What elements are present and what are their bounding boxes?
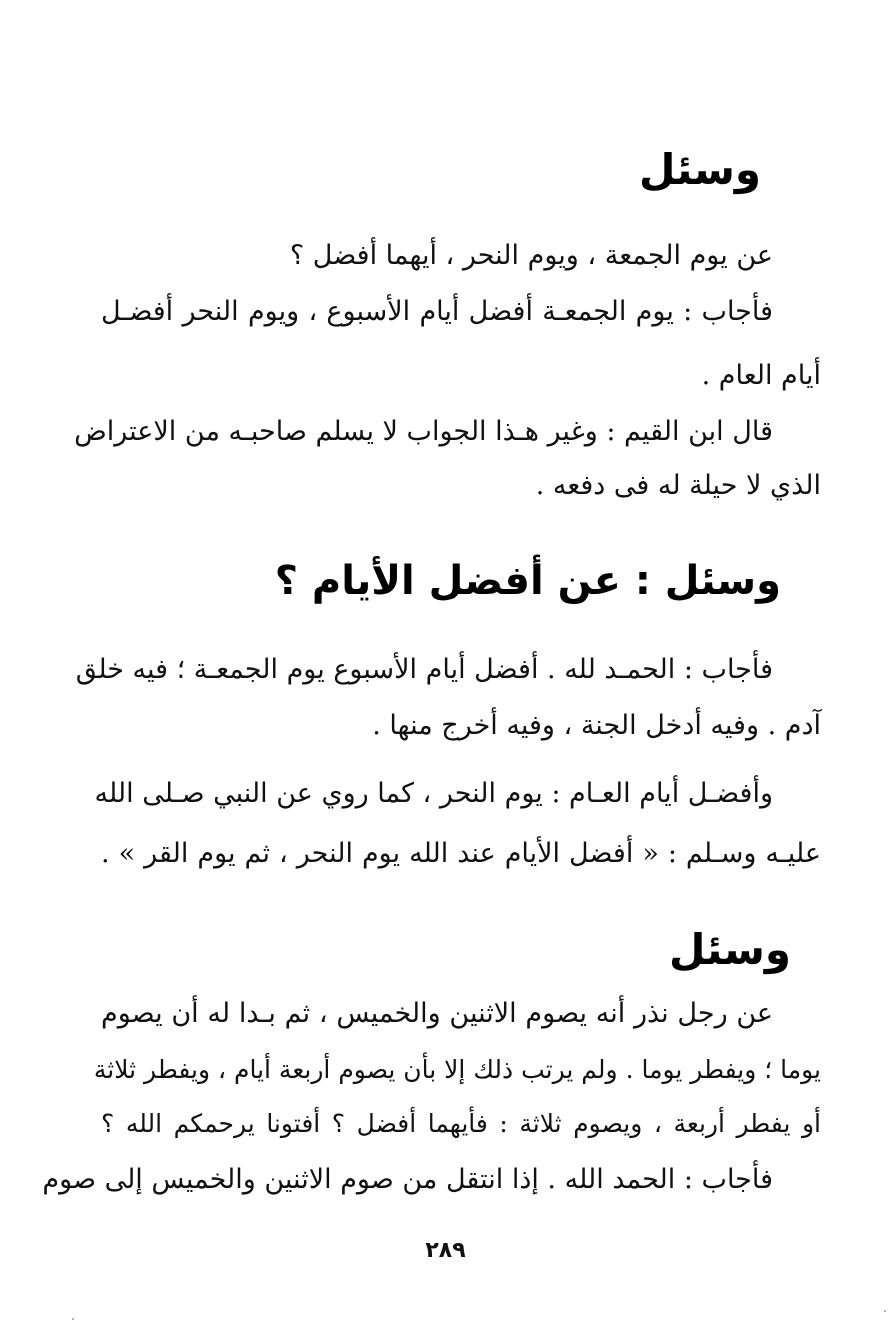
section-heading: وسئل — [668, 925, 791, 974]
text-line: أيام العام . — [701, 360, 821, 391]
text-line: عليـه وسـلم : « أفضل الأيام عند الله يوم النحر ، ثم يوم القر » . — [101, 838, 821, 869]
text-line: عن رجل نذر أنه يصوم الاثنين والخميس ، ثم بـدا له أن يصوم — [101, 998, 773, 1029]
page-number: ٢٨٩ — [425, 1238, 466, 1263]
text-line: أو يفطر أربعة ، ويصوم ثلاثة : فأيهما أفضل ؟ أفتونا يرحمكم الله ؟ — [101, 1109, 821, 1138]
section-heading: وسئل : عن أفضل الأيام ؟ — [274, 558, 781, 604]
section-heading: وسئل — [638, 145, 761, 194]
text-line: قال ابن القيم : وغير هـذا الجواب لا يسلم صاحبـه من الاعتراض — [74, 416, 773, 447]
text-line: يوما ؛ ويفطر يوما . ولم يرتب ذلك إلا بأن يصوم أربعة أيام ، ويفطر ثلاثة — [93, 1055, 821, 1084]
text-line: الذي لا حيلة له فى دفعه . — [535, 470, 821, 501]
scan-speck — [884, 1310, 886, 1312]
text-line: وأفضـل أيام العـام : يوم النحر ، كما روي عن النبي صـلى الله — [94, 778, 773, 809]
text-line: فأجاب : الحمـد لله . أفضل أيام الأسبوع يوم الجمعـة ؛ فيه خلق — [75, 654, 773, 685]
text-line: عن يوم الجمعة ، ويوم النحر ، أيهما أفضل ؟ — [289, 240, 773, 271]
text-line: آدم . وفيه أدخل الجنة ، وفيه أخرج منها . — [372, 710, 821, 741]
text-line: فأجاب : الحمد الله . إذا انتقل من صوم الاثنين والخميس إلى صوم — [42, 1164, 773, 1195]
scan-speck — [72, 1318, 74, 1320]
text-line: فأجاب : يوم الجمعـة أفضل أيام الأسبوع ، ويوم النحر أفضـل — [101, 296, 773, 327]
